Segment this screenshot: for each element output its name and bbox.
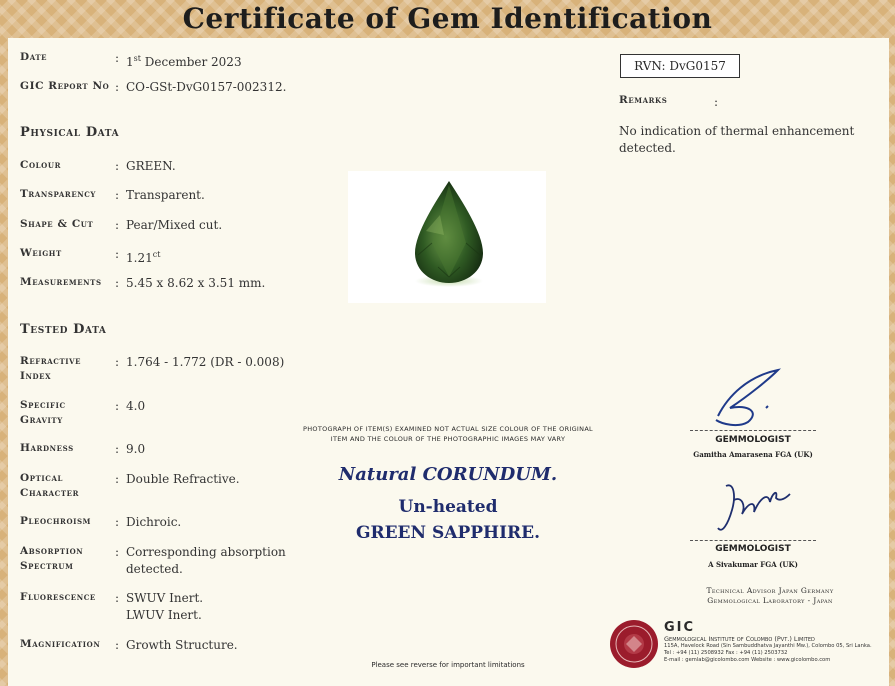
- absorption-spectrum-label: Absorption Spectrum: [20, 545, 84, 572]
- date-value: 1st December 2023: [126, 54, 242, 69]
- gemmologist-2-title: GEMMOLOGIST: [715, 544, 791, 554]
- rvn-box: RVN: DvG0157: [620, 54, 740, 78]
- fluorescence-label: Fluorescence: [20, 591, 96, 603]
- magnification-label: Magnification: [20, 638, 101, 650]
- gemmologist-1-title: GEMMOLOGIST: [715, 435, 791, 445]
- specific-gravity-label: Specific Gravity: [20, 399, 66, 426]
- pleochroism-value: Dichroic.: [126, 515, 182, 529]
- optical-character-value: Double Refractive.: [126, 472, 240, 486]
- fluorescence-value: SWUV Inert. LWUV Inert.: [126, 591, 204, 622]
- remarks-text: No indication of thermal enhancement detected.: [619, 124, 855, 155]
- certificate-body: Date : 1st December 2023 GIC Report No : CO-GSt-DvG0157-002312. Physical Data Colour : GREEN. Transparency : Transparent. Shape & Cut : Pear/Mixed cut. Weight : $1.21^{ct}$ Measurements : 5.45 x 8.62 x 3.51 mm. Tested Data Refractive Index : 1.764 - 1.772 (DR - 0.008) Specific Gravity : 4.0 Hardness : 9.0 Optical Character : Double Refractive. Pleochroism : Dichroic. Absorption Spectrum : Corresponding absorption detected. Fluorescence : SWUV Inert. LWUV Inert. Magnification : Growth Structure. RVN: DvG0157 Remarks : No indication of thermal enhancement detected. PHOTOGRAPH OF ITEM(S) EXAMINED NOT ACTUAL SIZE COLOUR OF THE ORIGINAL ITEM AND THE COLOUR OF THE PHOTOGRAPHIC IMAGES MAY VARY Natural CORUNDUM. Un-heated GREEN SAPPHIRE. GEMMOLOGIST Gamitha Amarasena FGA (UK) GEMMOLOGIST A Sivakumar FGA (UK) Technical Advisor Japan Germany Gemmological Laboratory - Japan GIC Gemmological Institute of Colombo (Pvt.) Limited 115A, Havelock Road (Sin Sambuddhatva Jayanthi Mw.), Colombo 05, Sri Lanka. Tel : +94 (11) 2508932 Fax : +94 (11) 2503732 E-mail : gemlab@gicolombo.com Website : www.gicolombo.com Please see reverse for important limitations: [8, 38, 889, 686]
- report-no-label: GIC Report No: [20, 80, 110, 92]
- hardness-value: 9.0: [126, 442, 146, 456]
- pleochroism-label: Pleochroism: [20, 515, 92, 527]
- footer-note: Please see reverse for important limitations: [371, 661, 525, 669]
- hardness-label: Hardness: [20, 442, 74, 454]
- date-label: Date: [20, 51, 48, 63]
- gic-seal: [608, 618, 660, 670]
- specific-gravity-value: 4.0: [126, 399, 146, 413]
- measurements-value: 5.45 x 8.62 x 3.51 mm.: [126, 276, 266, 290]
- report-no-value: CO-GSt-DvG0157-002312.: [126, 80, 287, 94]
- measurements-label: Measurements: [20, 276, 102, 288]
- tested-data-heading: Tested Data: [20, 322, 107, 337]
- variety-text: Un-heated GREEN SAPPHIRE.: [355, 497, 541, 543]
- weight-label: Weight: [20, 247, 62, 259]
- colour-value: GREEN.: [126, 159, 176, 173]
- gemmologist-1-name: Gamitha Amarasena FGA (UK): [693, 450, 813, 459]
- shape-cut-label: Shape & Cut: [20, 218, 94, 230]
- remarks-label: Remarks: [619, 94, 668, 106]
- gic-abbr: GIC: [664, 620, 696, 635]
- refractive-index-label: Refractive Index: [20, 355, 82, 382]
- species-text: Natural CORUNDUM.: [338, 464, 558, 485]
- colour-label: Colour: [20, 159, 61, 171]
- shape-cut-value: Pear/Mixed cut.: [126, 218, 223, 232]
- technical-advisor: Technical Advisor Japan Germany Gemmological Laboratory - Japan: [706, 586, 834, 605]
- certificate-title: Certificate of Gem Identification: [182, 2, 713, 35]
- absorption-spectrum-value: Corresponding absorption detected.: [126, 545, 286, 576]
- gic-details: Gemmological Institute of Colombo (Pvt.) Limited 115A, Havelock Road (Sin Sambuddhatva Jayanthi Mw.), Colombo 05, Sri Lanka. Tel : +94 (11) 2508932 Fax : +94 (11) 2503732 E-mail : gemlab@gicolombo.com Website : www.gicolombo.com: [664, 635, 872, 663]
- gem-photo: [348, 171, 546, 303]
- signature-1: [708, 366, 798, 428]
- gem-image: [348, 171, 546, 303]
- weight-value: $1.21^{ct}$: [126, 250, 161, 265]
- refractive-index-value: 1.764 - 1.772 (DR - 0.008): [126, 355, 285, 369]
- signature-2: [712, 478, 794, 538]
- photo-caption: PHOTOGRAPH OF ITEM(S) EXAMINED NOT ACTUAL SIZE COLOUR OF THE ORIGINAL ITEM AND THE COLOUR OF THE PHOTOGRAPHIC IMAGES MAY VARY: [303, 425, 593, 443]
- transparency-label: Transparency: [20, 188, 97, 200]
- physical-data-heading: Physical Data: [20, 125, 120, 140]
- magnification-value: Growth Structure.: [126, 638, 238, 652]
- transparency-value: Transparent.: [126, 188, 205, 202]
- optical-character-label: Optical Character: [20, 472, 79, 499]
- gemmologist-2-name: A Sivakumar FGA (UK): [708, 560, 798, 569]
